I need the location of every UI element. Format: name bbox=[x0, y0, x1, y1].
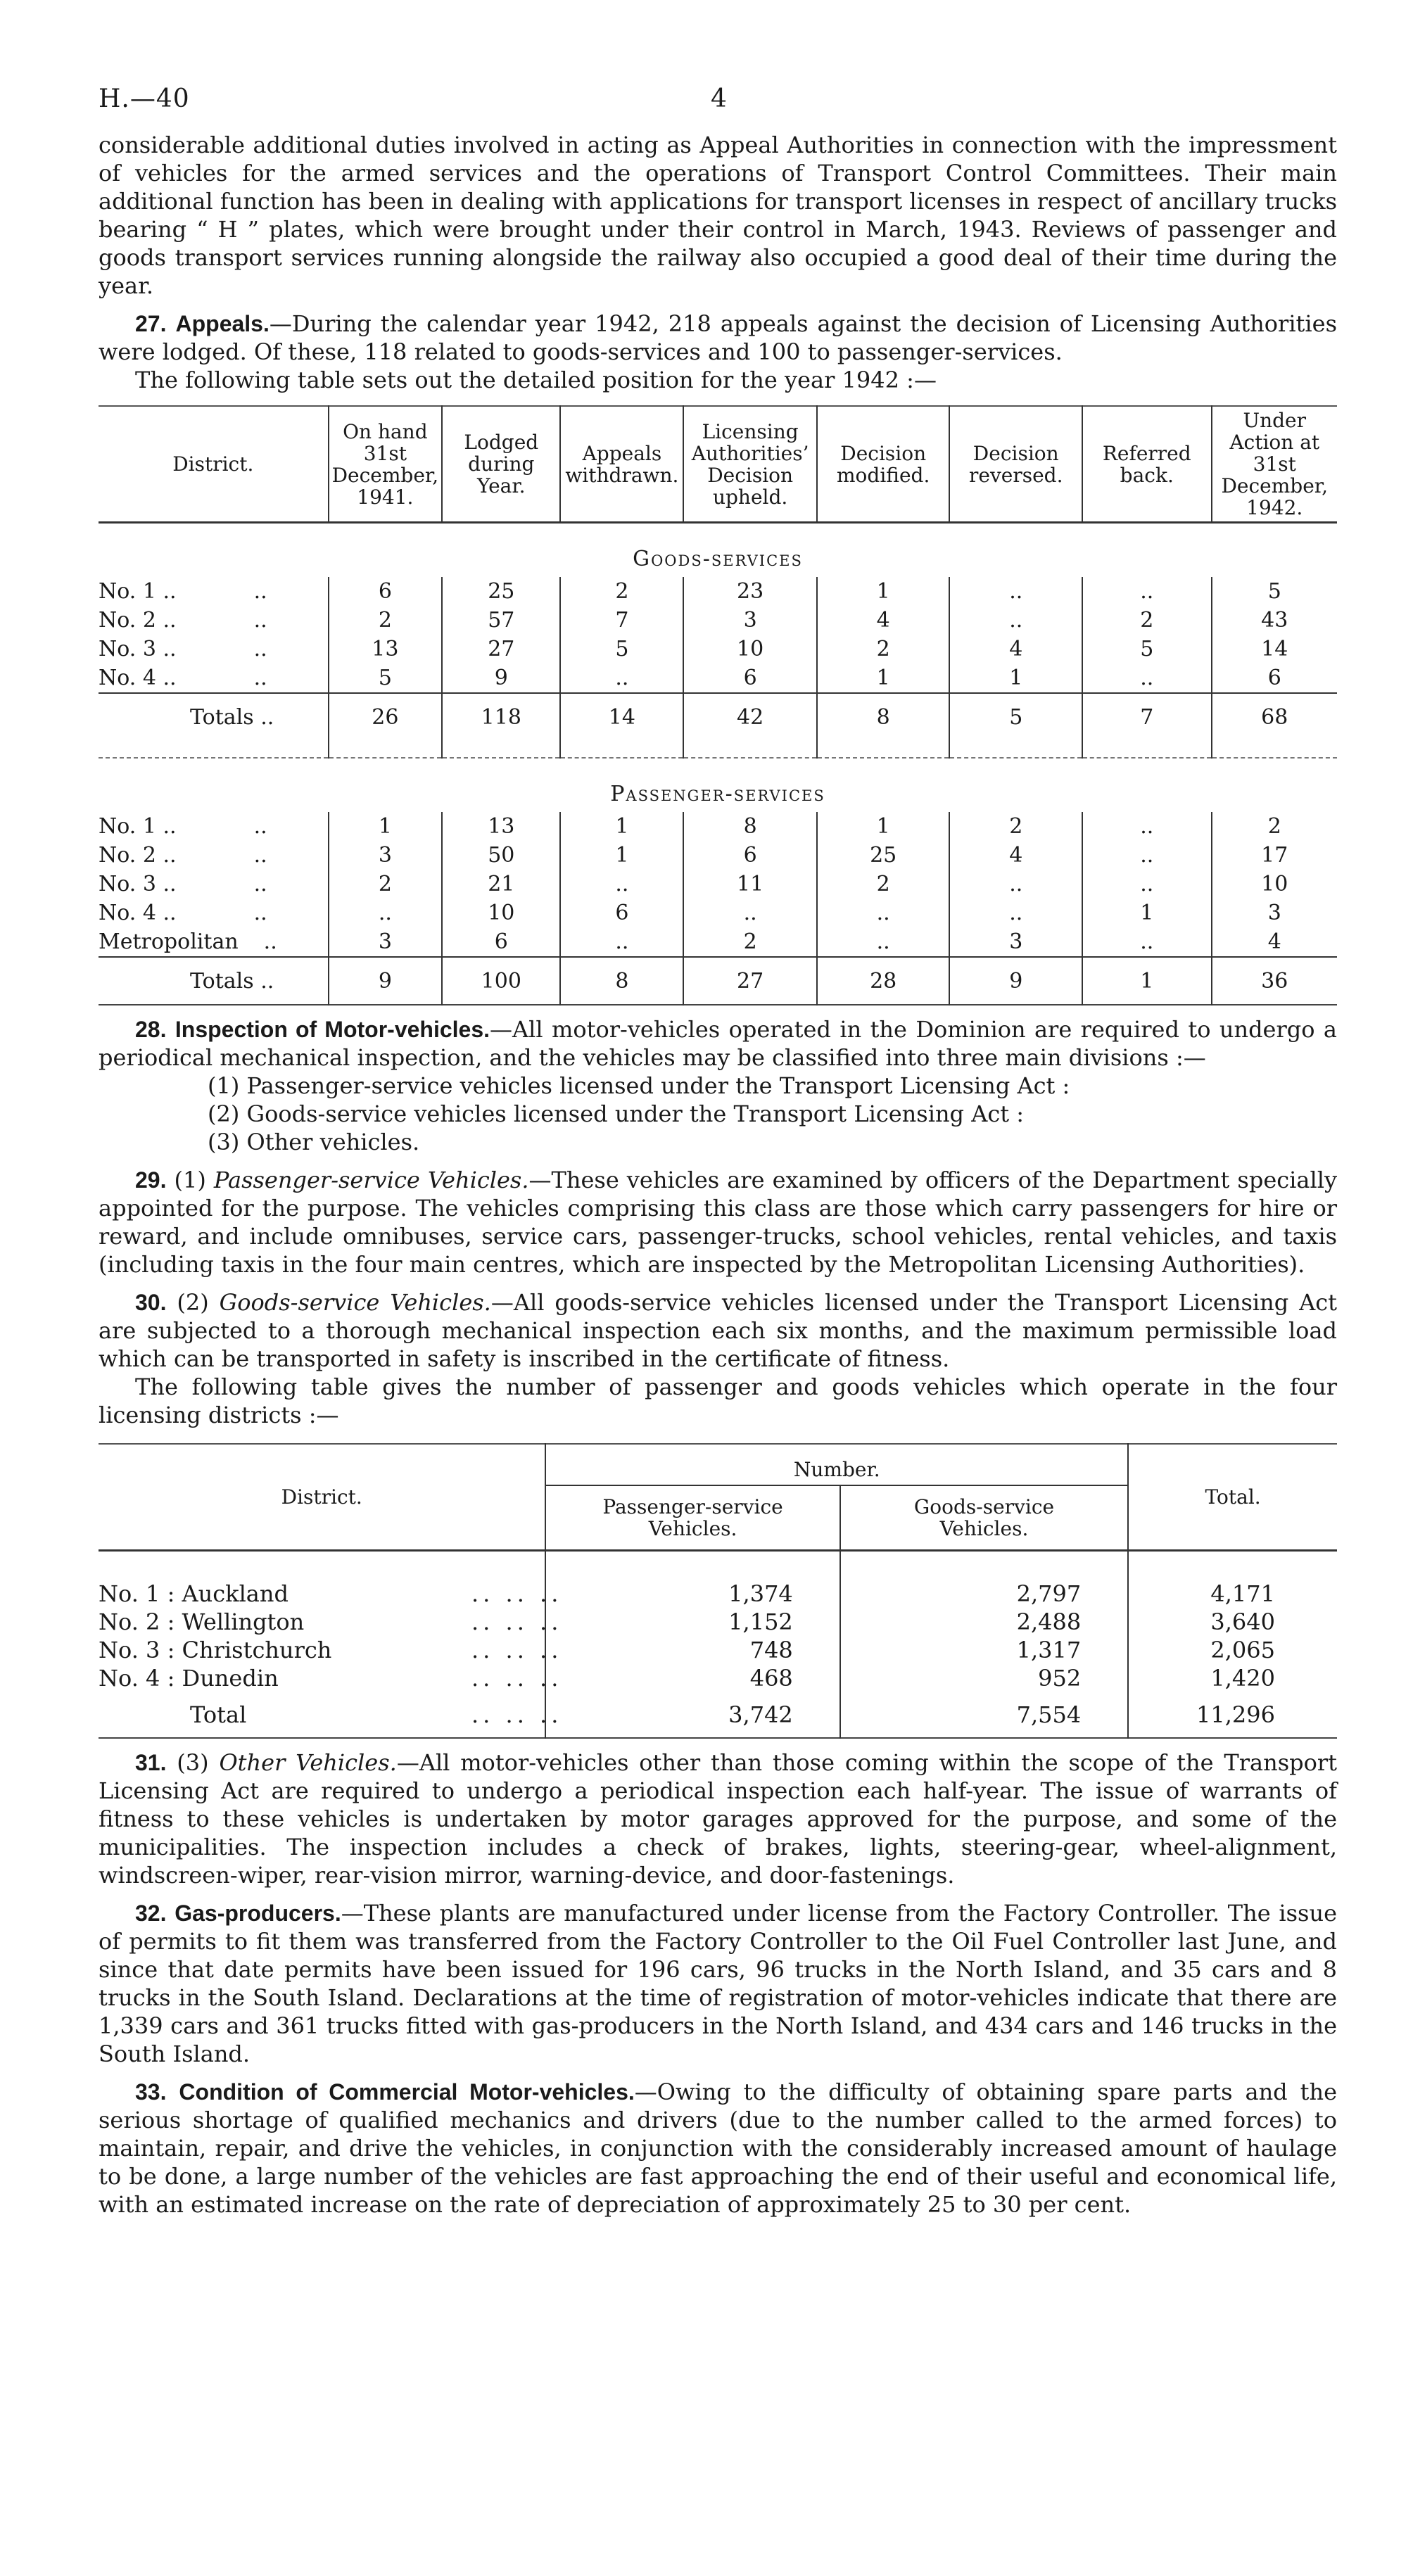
vehicle-numbers-table bbox=[99, 1443, 1337, 1739]
vehicle-divisions-list bbox=[208, 1072, 1337, 1156]
section-27-heading: Appeals. bbox=[175, 311, 270, 336]
section-32-paragraph bbox=[99, 1899, 1337, 2068]
col-passenger: Passenger-service Vehicles. bbox=[545, 1485, 839, 1551]
appeals-table-header bbox=[99, 406, 1337, 523]
section-33-heading: Condition of Commercial Motor-vehicles. bbox=[179, 2079, 635, 2105]
section-33-text: —Owing to the difficulty of obtaining spare parts and the serious shortage of qualified mechanics and drivers (due to the number called to the armed forces) to maintain, repair, and drive the vehicles, in conjunction with the considerably increased amount of haulage to be done, a large number of the vehicles are fast approaching the end of their useful and economical life, with an estimated increase on the rate of depreciation of approximately 25 to 30 per cent. bbox=[99, 2079, 1337, 2218]
section-30-table-intro: The following table gives the number of passenger and goods vehicles which operate in the four licensing districts :— bbox=[99, 1373, 1337, 1428]
goods-totals-row: Totals .. 26 118 14 42 8 5 7 68 bbox=[99, 693, 1337, 740]
passenger-totals-row: Totals .. 9 100 8 27 28 9 1 36 bbox=[99, 957, 1337, 1005]
col-goods: Goods-service Vehicles. bbox=[840, 1485, 1128, 1551]
col-under-action: Under Action at 31st December, 1942. bbox=[1212, 406, 1338, 523]
table-row: No. 4 : Dunedin .. .. .. 468 952 1,420 bbox=[99, 1664, 1337, 1692]
table-row: No. 1 : Auckland .. .. .. 1,374 2,797 4,171 bbox=[99, 1551, 1337, 1609]
table-row: No. 3 .. .. 2 21 .. 11 2 .. .. 10 bbox=[99, 870, 1337, 899]
table-row: Metropolitan .. 3 6 .. 2 .. 3 .. 4 bbox=[99, 927, 1337, 957]
table-row: No. 4 .. .. .. 10 6 .. .. .. 1 3 bbox=[99, 899, 1337, 927]
section-28-number: 28. bbox=[135, 1017, 167, 1042]
section-30-paragraph: 30. (2) Goods-service Vehicles.—All goods-service vehicles licensed under the Transport Licensing Act are subjected to a thorough mechanical inspection each six months, and the maximum permissible load which can be transported in safety is inscribed in the certificate of fitness. bbox=[99, 1289, 1338, 1372]
table-row: No. 4 .. .. 5 9 .. 6 1 1 .. 6 bbox=[99, 664, 1337, 693]
section-32-text: —These plants are manufactured under license from the Factory Controller. The issue of permits to fit them was transferred from the Factory Controller to the Oil Fuel Controller last June, and since that date permits have been issued for 196 cars, 96 trucks in the North Island, and 35 cars and 8 trucks in the South Island. Declarations at the time of registration of motor-vehicles indicate that there are 1,339 cars and 361 trucks fitted with gas-producers in the North Island, and 434 cars and 146 trucks in the South Island. bbox=[99, 1900, 1338, 2067]
goods-section-heading: Goods-services bbox=[633, 547, 803, 571]
table-row: No. 2 .. .. 3 50 1 6 25 4 .. 17 bbox=[99, 841, 1337, 870]
table-row: No. 1 .. .. 1 13 1 8 1 2 .. 2 bbox=[99, 812, 1337, 841]
section-27-number: 27. bbox=[135, 311, 167, 336]
col-district: District. bbox=[172, 452, 254, 476]
section-27-table-intro: The following table sets out the detailed position for the year 1942 :— bbox=[135, 367, 937, 393]
section-30-title: Goods-service Vehicles. bbox=[219, 1289, 491, 1316]
vehicle-table-header bbox=[99, 1444, 1337, 1485]
section-31-number: 31. bbox=[135, 1750, 167, 1775]
table-row: No. 1 .. .. 6 25 2 23 1 .. .. 5 bbox=[99, 577, 1337, 606]
section-29-paragraph: 29. (1) Passenger-service Vehicles.—These vehicles are examined by officers of the Department specially appointed for the purpose. The vehicles comprising this class are those which carry passengers for hire or reward, and include omnibuses, service cars, passenger-trucks, school vehicles, rental vehicles, and taxis (including taxis in the four main centres, which are inspected by the Metropolitan Licensing Authorities). bbox=[99, 1167, 1338, 1278]
section-29-title: Passenger-service Vehicles. bbox=[213, 1167, 529, 1193]
section-32-heading: Gas-producers. bbox=[175, 1901, 341, 1926]
passenger-section-heading: Passenger-services bbox=[610, 782, 825, 806]
section-31-title: Other Vehicles. bbox=[219, 1749, 397, 1776]
col-district: District. bbox=[281, 1485, 362, 1509]
appeals-table bbox=[99, 405, 1337, 1005]
section-33-number: 33. bbox=[135, 2079, 167, 2105]
section-27-paragraph bbox=[99, 310, 1337, 366]
intro-paragraph: considerable additional duties involved in acting as Appeal Authorities in connection with the impressment of vehicles for the armed services and the operations of Transport Control Committees. Their main additional function has been in dealing with applications for transport licenses in respect of ancillary trucks bearing “ H ” plates, which were brought under their control in March, 1943. Reviews of passenger and goods transport services running alongside the railway also occupied a good deal of their time during the year. bbox=[99, 132, 1337, 299]
section-30-text: —All goods-service vehicles licensed under the Transport Licensing Act are subjected to a thorough mechanical inspection each six months, and the maximum permissible load which can be transported in safety is inscribed in the certificate of fitness. bbox=[99, 1289, 1338, 1372]
list-item: (1) Passenger-service vehicles licensed under the Transport Licensing Act : bbox=[208, 1072, 1070, 1099]
table-divider bbox=[99, 740, 1337, 758]
document-page bbox=[99, 77, 1337, 2219]
section-33-paragraph bbox=[99, 2078, 1337, 2219]
col-referred: Referred back. bbox=[1082, 406, 1211, 523]
col-total: Total. bbox=[1128, 1444, 1337, 1551]
section-31-paragraph: 31. (3) Other Vehicles.—All motor-vehicles other than those coming within the scope of the Transport Licensing Act are required to undergo a periodical inspection each half-year. The issue of warrants of fitness to these vehicles is undertaken by motor garages approved for the purpose, and some of the municipalities. The inspection includes a check of brakes, lights, steering-gear, wheel-alignment, windscreen-wiper, rear-vision mirror, warning-device, and door-fastenings. bbox=[99, 1749, 1338, 1889]
section-29-number: 29. bbox=[135, 1167, 167, 1193]
section-27-text: —During the calendar year 1942, 218 appeals against the decision of Licensing Authorities were lodged. Of these, 118 related to goods-services and 100 to passenger-services. bbox=[99, 310, 1338, 365]
page-number: 4 bbox=[711, 84, 727, 113]
vehicle-total-row: Total .. .. .. 3,742 7,554 11,296 bbox=[99, 1692, 1337, 1738]
page-header bbox=[99, 77, 1337, 120]
section-31-text: —All motor-vehicles other than those coming within the scope of the Transport Licensing Act are required to undergo a periodical inspection each half-year. The issue of warrants of fitness to these vehicles is undertaken by motor garages approved for the purpose, and some of the municipalities. The inspection includes a check of brakes, lights, steering-gear, wheel-alignment, windscreen-wiper, rear-vision mirror, warning-device, and door-fastenings. bbox=[99, 1749, 1338, 1889]
table-row: No. 3 .. .. 13 27 5 10 2 4 5 14 bbox=[99, 635, 1337, 664]
col-upheld: Licensing Authorities’ Decision upheld. bbox=[683, 406, 817, 523]
col-reversed: Decision reversed. bbox=[949, 406, 1082, 523]
section-30-number: 30. bbox=[135, 1290, 167, 1315]
col-lodged: Lodged during Year. bbox=[442, 406, 560, 523]
col-modified: Decision modified. bbox=[817, 406, 950, 523]
col-on-hand: On hand 31st December, 1941. bbox=[329, 406, 443, 523]
section-32-number: 32. bbox=[135, 1901, 167, 1926]
col-withdrawn: Appeals withdrawn. bbox=[560, 406, 683, 523]
section-29-text: —These vehicles are examined by officers of the Department specially appointed for the purpose. The vehicles comprising this class are those which carry passengers for hire or reward, and include omnibuses, service cars, passenger-trucks, school vehicles, rental vehicles, and taxis (including taxis in the four main centres, which are inspected by the Metropolitan Licensing Authorities). bbox=[99, 1167, 1338, 1278]
table-row: No. 3 : Christchurch .. .. .. 748 1,317 2,065 bbox=[99, 1636, 1337, 1664]
list-item: (2) Goods-service vehicles licensed under the Transport Licensing Act : bbox=[208, 1100, 1025, 1127]
section-28-text: —All motor-vehicles operated in the Dominion are required to undergo a periodical mechanical inspection, and the vehicles may be classified into three main divisions :— bbox=[99, 1016, 1338, 1071]
section-28-paragraph bbox=[99, 1015, 1337, 1072]
table-row: No. 2 : Wellington .. .. .. 1,152 2,488 3,640 bbox=[99, 1608, 1337, 1636]
list-item: (3) Other vehicles. bbox=[208, 1129, 420, 1155]
section-28-heading: Inspection of Motor-vehicles. bbox=[175, 1017, 490, 1042]
col-number: Number. bbox=[545, 1444, 1128, 1485]
document-reference: H.—40 bbox=[99, 84, 190, 113]
table-row: No. 2 .. .. 2 57 7 3 4 .. 2 43 bbox=[99, 606, 1337, 635]
